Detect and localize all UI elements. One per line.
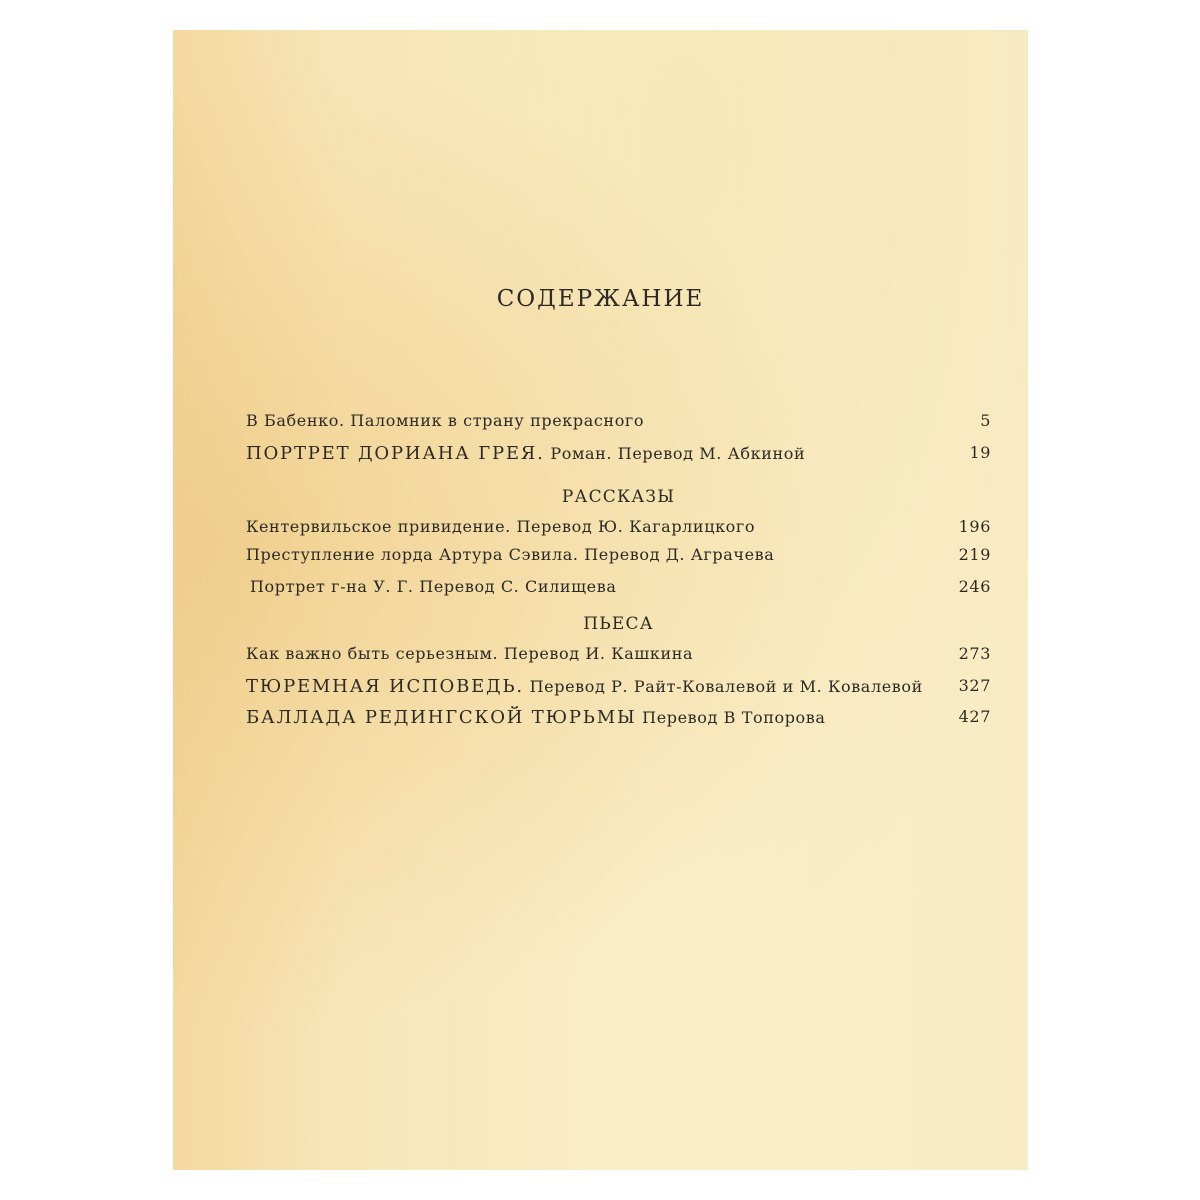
toc-entry-title-rest: Перевод Р. Райт-Ковалевой и М. Ковалевой	[523, 677, 923, 696]
toc-entry-title: Портрет г-на У. Г. Перевод С. Силищева	[250, 577, 617, 596]
toc-entry-page: 427	[958, 707, 991, 726]
toc-entry-title	[246, 676, 923, 697]
toc-entry-title-caps: ПОРТРЕТ ДОРИАНА ГРЕЯ.	[246, 443, 545, 464]
toc-entry-canterville	[246, 517, 991, 541]
toc-entry-title: Кентервильское привидение. Перевод Ю. Кагарлицкого	[246, 517, 756, 536]
toc-entry-title	[246, 443, 805, 464]
page-title: СОДЕРЖАНИЕ	[496, 286, 705, 312]
toc-entry-mr-wh	[246, 577, 991, 601]
toc-entry-page: 5	[980, 411, 991, 430]
toc-entry-title: В Бабенко. Паломник в страну прекрасного	[246, 411, 645, 430]
toc-entry-page: 327	[958, 676, 991, 695]
toc-entry-page: 246	[958, 577, 991, 596]
section-heading-stories: РАССКАЗЫ	[561, 487, 676, 507]
toc-entry-babenko	[246, 411, 991, 435]
toc-entry-title-rest: Перевод В Топорова	[636, 708, 826, 727]
toc-entry-title-rest: Роман. Перевод М. Абкиной	[544, 444, 806, 463]
toc-entry-earnest	[246, 644, 991, 668]
toc-entry-page: 19	[969, 443, 991, 462]
toc-entry-page: 219	[958, 545, 991, 564]
toc-entry-title: Как важно быть серьезным. Перевод И. Кашкина	[246, 644, 694, 663]
toc-entry-lord-arthur	[246, 545, 991, 569]
toc-entry-title-caps: БАЛЛАДА РЕДИНГСКОЙ ТЮРЬМЫ	[246, 707, 637, 728]
toc-entry-page: 273	[958, 644, 991, 663]
toc-entry-reading-gaol	[246, 707, 991, 731]
toc-entry-title-caps: ТЮРЕМНАЯ ИСПОВЕДЬ.	[246, 676, 524, 697]
book-page	[173, 30, 1028, 1170]
toc-entry-title: Преступление лорда Артура Сэвила. Перевод Д. Аграчева	[246, 545, 775, 564]
toc-entry-title	[246, 707, 826, 728]
toc-entry-de-profundis	[246, 676, 991, 700]
section-heading-play: ПЬЕСА	[583, 614, 654, 634]
toc-entry-page: 196	[958, 517, 991, 536]
toc-entry-dorian-gray	[246, 443, 991, 467]
